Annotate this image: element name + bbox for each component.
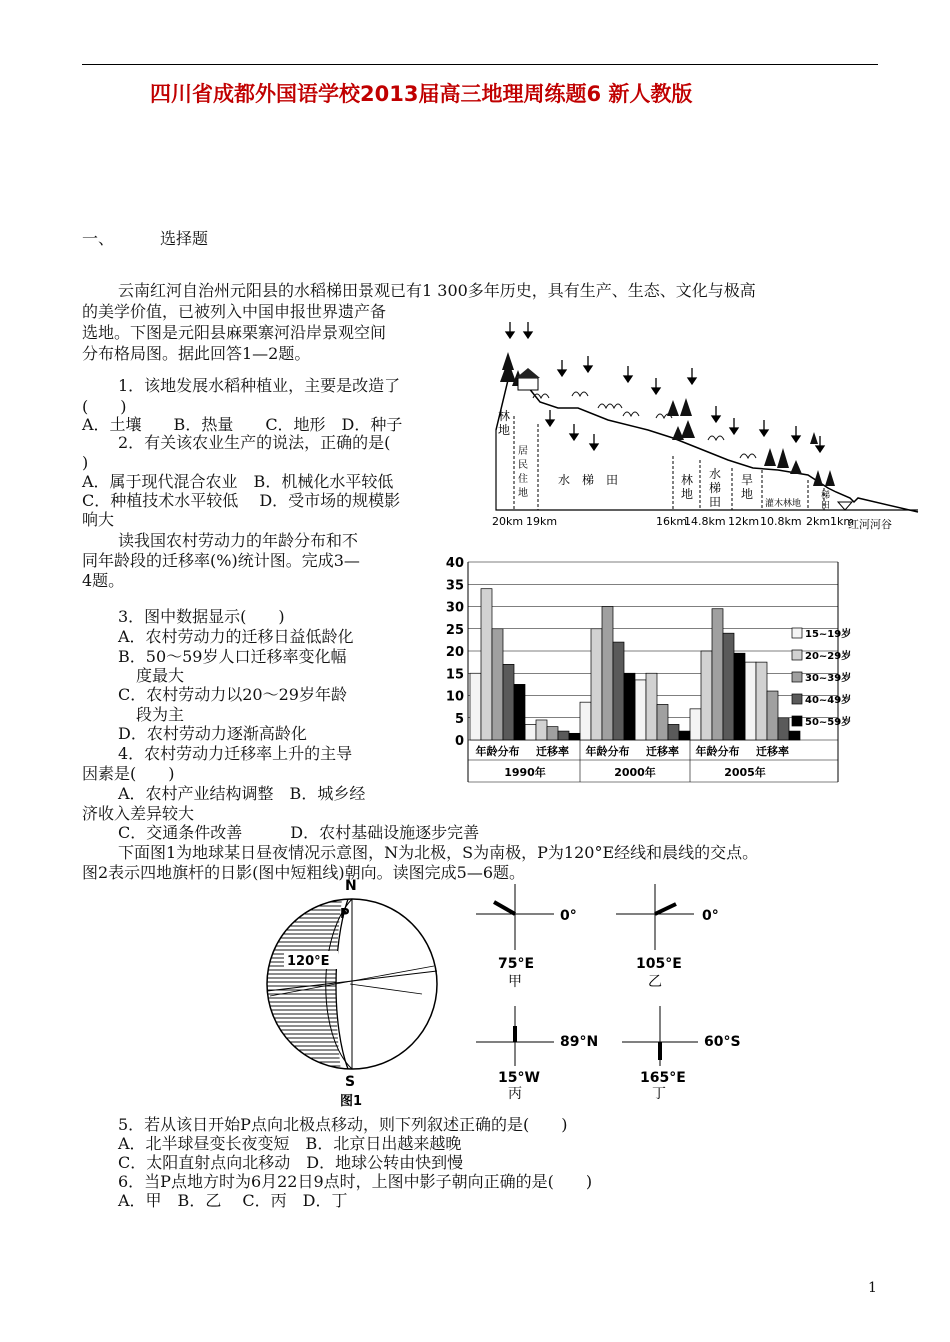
distance-label: 20km <box>492 515 524 528</box>
y-tick-label: 15 <box>445 667 464 683</box>
zone-label-forest2: 林地 <box>681 473 694 501</box>
migration-chart <box>438 552 852 786</box>
bar <box>646 673 657 740</box>
shadow-name: 丙 <box>508 1086 522 1102</box>
bar <box>569 733 580 740</box>
bar <box>712 609 723 740</box>
shadow-lon: 105°E <box>636 956 682 972</box>
y-tick-label: 20 <box>445 645 464 660</box>
bar <box>723 633 734 740</box>
shadow-name: 甲 <box>508 974 522 990</box>
bar <box>657 704 668 740</box>
zone-label-terrace: 梯田 <box>821 491 831 511</box>
river-icon <box>838 502 852 510</box>
zone-separators <box>514 416 824 510</box>
q1-stem: ( ) <box>82 397 127 416</box>
intro1-line: 选地。下图是元阳县麻栗寨河沿岸景观空间 <box>82 323 387 342</box>
q3-option: B．50～59岁人口迁移率变化幅 <box>118 647 347 666</box>
shadow-ding <box>622 1006 741 1102</box>
house-icon <box>518 378 538 390</box>
distance-label: 1km <box>830 515 855 528</box>
x-category-label: 迁移率 <box>756 745 789 758</box>
intro2-line: 读我国农村劳动力的年龄分布和不 <box>118 531 359 550</box>
shadow-lon: 165°E <box>640 1070 686 1086</box>
legend-label: 40~49岁 <box>805 695 852 706</box>
bar <box>470 673 481 740</box>
zone-label-housing: 居民住地 <box>518 446 528 499</box>
chart-bars <box>470 589 800 740</box>
bar <box>756 662 767 740</box>
distance-label: 16km <box>656 515 688 528</box>
bar <box>514 684 525 740</box>
intro2-line: 4题。 <box>82 571 125 590</box>
q2-stem: 2．有关该农业生产的说法，正确的是( <box>118 433 391 452</box>
q6-stem: 6．当P点地方时为6月22日9点时，上图中影子朝向正确的是( ) <box>118 1172 593 1191</box>
page-title: 四川省成都外国语学校2013届高三地理周练题6 新人教版 <box>150 82 693 106</box>
shadow-lat: 60°S <box>704 1034 741 1050</box>
q2-option: 响大 <box>82 510 115 529</box>
shadow-bing <box>476 1006 598 1102</box>
top-rule <box>82 64 878 65</box>
bar <box>635 680 646 740</box>
shadow-figure <box>470 880 770 1100</box>
north-pole-label: N <box>345 878 357 894</box>
legend-swatch <box>792 694 802 704</box>
y-tick-label: 5 <box>454 711 464 727</box>
latitude-line <box>350 984 422 994</box>
shadow-mark <box>655 904 676 914</box>
bar <box>481 589 492 740</box>
intro3-line: 下面图1为地球某日昼夜情况示意图，N为北极，S为南极，P为120°E经线和晨线的交点。 <box>118 843 759 862</box>
valley-label: 红河河谷 <box>848 518 892 531</box>
shadow-lon: 75°E <box>498 956 535 972</box>
q1-stem: 1．该地发展水稻种植业，主要是改造了 <box>118 376 401 395</box>
q3-option: A．农村劳动力的迁移日益低龄化 <box>118 627 354 646</box>
y-tick-label: 35 <box>445 578 464 594</box>
x-category-label: 年龄分布 <box>475 745 520 758</box>
legend-label: 15~19岁 <box>805 629 852 640</box>
zone-label-paddy: 水 梯 田 <box>558 473 619 487</box>
bar <box>734 653 745 740</box>
bar <box>701 651 712 740</box>
bar <box>767 691 778 740</box>
point-p-label: P <box>340 907 350 922</box>
shadow-mark <box>494 902 515 914</box>
bar <box>679 731 690 740</box>
x-group-label: 2005年 <box>724 766 766 779</box>
distance-label: 12km <box>728 515 760 528</box>
legend-label: 30~39岁 <box>805 673 852 684</box>
legend-swatch <box>792 716 802 726</box>
intro2-line: 同年龄段的迁移率(%)统计图。完成3— <box>82 551 360 570</box>
q2-option: A．属于现代混合农业 B．机械化水平较低 <box>82 472 394 491</box>
meridian-label: 120°E <box>287 954 330 969</box>
bar <box>602 607 613 741</box>
y-tick-label: 0 <box>454 734 464 749</box>
shadow-lon: 15°W <box>498 1070 540 1086</box>
legend-label: 50~59岁 <box>805 717 852 728</box>
house-roof-icon <box>516 368 540 378</box>
x-category-label: 年龄分布 <box>695 745 740 758</box>
legend-label: 20~29岁 <box>805 651 852 662</box>
y-tick-label: 40 <box>445 556 464 571</box>
bar <box>547 727 558 740</box>
intro1-line: 分布格局图。据此回答1—2题。 <box>82 344 311 363</box>
x-category-label: 迁移率 <box>646 745 679 758</box>
page-number: 1 <box>868 1280 877 1296</box>
bar <box>591 629 602 740</box>
legend-swatch <box>792 672 802 682</box>
bar <box>789 731 800 740</box>
shrub-icons <box>533 392 756 458</box>
y-tick-label: 30 <box>445 600 464 616</box>
x-group-label: 2000年 <box>614 766 656 779</box>
bar <box>558 731 569 740</box>
q5-option: A．北半球昼变长夜变短 B．北京日出越来越晚 <box>118 1134 462 1153</box>
intro1-line: 云南红河自治州元阳县的水稻梯田景观已有1 300多年历史，具有生产、生态、文化与极高 <box>118 281 756 300</box>
y-tick-label: 10 <box>445 689 464 705</box>
bar <box>503 664 514 740</box>
bar <box>624 673 635 740</box>
legend-swatch <box>792 628 802 638</box>
landscape-figure <box>478 320 918 536</box>
legend-swatch <box>792 650 802 660</box>
section-number: 一、 <box>82 229 115 248</box>
intro3-line: 图2表示四地旗杆的日影(图中短粗线)朝向。读图完成5—6题。 <box>82 863 526 882</box>
y-tick-label: 25 <box>445 622 464 638</box>
bar <box>613 642 624 740</box>
shadow-lat: 0° <box>560 908 577 924</box>
q4-option: 济收入差异较大 <box>82 804 195 823</box>
zone-label-shrub: 灌木林地 <box>765 499 802 509</box>
q1-options: A．土壤 B．热量 C．地形 D．种子 <box>82 415 403 434</box>
intro1-line: 的美学价值，已被列入中国申报世界遗产备 <box>82 302 387 321</box>
chart-xlabels <box>476 740 790 782</box>
shadow-lat: 89°N <box>560 1034 599 1050</box>
chart-legend <box>792 627 851 728</box>
x-group-label: 1990年 <box>504 766 546 779</box>
rain-arrows <box>506 322 824 452</box>
bar <box>525 724 536 740</box>
figure1-caption: 图1 <box>340 1094 363 1109</box>
q4-stem: 4．农村劳动力迁移率上升的主导 <box>118 744 353 763</box>
shadow-yi <box>616 884 719 990</box>
distance-label: 10.8km <box>760 515 802 528</box>
south-pole-label: S <box>345 1074 356 1090</box>
q3-stem: 3．图中数据显示( ) <box>118 607 285 626</box>
baseline <box>496 430 918 510</box>
q4-stem: 因素是( ) <box>82 764 175 783</box>
chart-yticks <box>446 556 464 749</box>
night-side <box>262 876 346 1106</box>
bar <box>745 662 756 740</box>
zone-label-forest: 林地 <box>498 409 511 437</box>
bar <box>536 720 547 740</box>
q3-option: 段为主 <box>136 705 185 724</box>
q5-stem: 5．若从该日开始P点向北极点移动，则下列叙述正确的是( ) <box>118 1115 568 1134</box>
zone-label-dry: 旱地 <box>741 473 754 501</box>
shadow-name: 乙 <box>648 974 662 990</box>
bar <box>690 709 701 740</box>
x-category-label: 迁移率 <box>536 745 569 758</box>
shadow-lat: 0° <box>702 908 719 924</box>
shadow-jia <box>476 884 577 990</box>
section-title: 选择题 <box>160 229 209 248</box>
zone-label-paddy2: 水梯田 <box>709 467 722 509</box>
x-category-label: 年龄分布 <box>585 745 630 758</box>
q3-option: D．农村劳动力逐渐高龄化 <box>118 724 307 743</box>
bar <box>668 724 679 740</box>
distance-label: 14.8km <box>684 515 726 528</box>
globe-figure <box>262 876 462 1108</box>
q2-option: C．种植技术水平较低 D．受市场的规模影 <box>82 491 401 510</box>
q6-options: A．甲 B．乙 C．丙 D．丁 <box>118 1191 348 1210</box>
terrain-profile <box>496 380 918 512</box>
distance-label: 19km <box>526 515 558 528</box>
shadow-name: 丁 <box>652 1086 666 1102</box>
q5-option: C．太阳直射点向北移动 D．地球公转由快到慢 <box>118 1153 464 1172</box>
q2-stem: ) <box>82 453 89 472</box>
distance-labels <box>492 515 854 528</box>
q3-option: C．农村劳动力以20～29岁年龄 <box>118 685 347 704</box>
bar <box>778 718 789 740</box>
bar <box>580 702 591 740</box>
q4-option: A．农村产业结构调整 B．城乡经 <box>118 784 366 803</box>
q3-option: 度最大 <box>136 666 185 685</box>
q4-option: C．交通条件改善 D．农村基础设施逐步完善 <box>118 823 480 842</box>
bar <box>492 629 503 740</box>
distance-label: 2km <box>806 515 831 528</box>
